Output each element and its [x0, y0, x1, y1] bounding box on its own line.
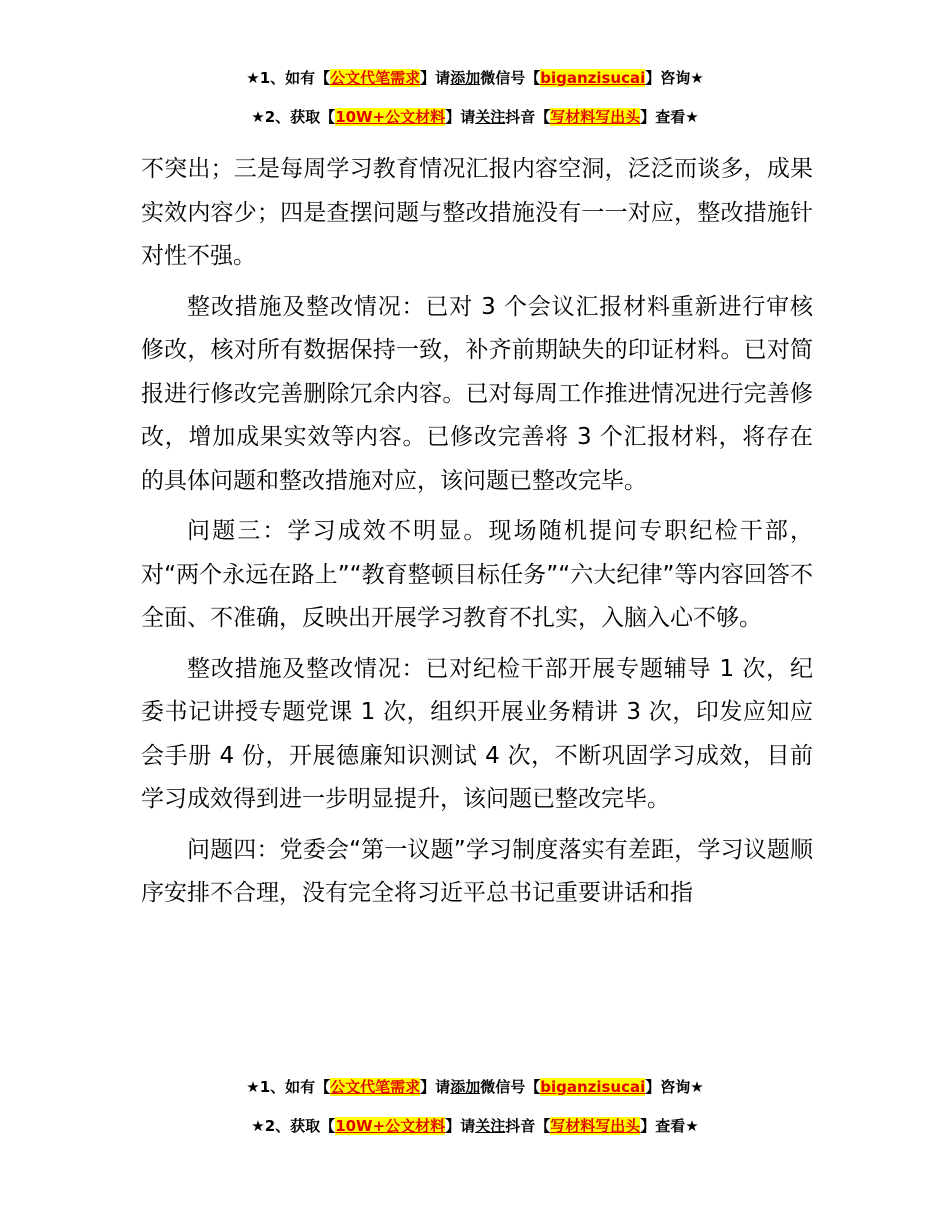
footer-banner-line-1: ★1、如有【公文代笔需求】请添加微信号【biganzisucai】咨询★: [246, 1078, 704, 1096]
header-banner-line-2: ★2、获取【10W+公文材料】请关注抖音【写材料写出头】查看★: [251, 108, 699, 126]
highlight-service: 公文代笔需求: [330, 1078, 421, 1096]
highlight-wechat-id: biganzisucai: [540, 1078, 646, 1096]
document-body: [141, 148, 813, 916]
highlight-materials: 10W+公文材料: [335, 108, 446, 126]
paragraph-problem-4: 问题四：党委会“第一议题”学习制度落实有差距，学习议题顺序安排不合理，没有完全将习近平总书记重要讲话和指: [141, 836, 813, 906]
highlight-service: 公文代笔需求: [330, 69, 421, 87]
footer-banner-line-2: ★2、获取【10W+公文材料】请关注抖音【写材料写出头】查看★: [251, 1117, 699, 1135]
highlight-douyin-account: 写材料写出头: [550, 1117, 641, 1135]
paragraph-rectification-2: 整改措施及整改情况：已对 3 个会议汇报材料重新进行审核修改，核对所有数据保持一致，补齐前期缺失的印证材料。已对简报进行修改完善删除冗余内容。已对每周工作推进情况进行完善修改，增加成果实效等内容。已修改完善将 3 个汇报材料，将存在的具体问题和整改措施对应，该问题已整改完毕。: [141, 293, 813, 494]
highlight-materials: 10W+公文材料: [335, 1117, 446, 1135]
paragraph-continuation: 不突出；三是每周学习教育情况汇报内容空洞，泛泛而谈多，成果实效内容少；四是查摆问题与整改措施没有一一对应，整改措施针对性不强。: [141, 156, 813, 269]
highlight-douyin-account: 写材料写出头: [550, 108, 641, 126]
paragraph-rectification-3: 整改措施及整改情况：已对纪检干部开展专题辅导 1 次，纪委书记讲授专题党课 1 次，组织开展业务精讲 3 次，印发应知应会手册 4 份，开展德廉知识测试 4 次，不断巩固学习成效，目前学习成效得到进一步明显提升，该问题已整改完毕。: [141, 655, 813, 812]
highlight-wechat-id: biganzisucai: [540, 69, 646, 87]
paragraph-problem-3: 问题三：学习成效不明显。现场随机提问专职纪检干部，对“两个永远在路上”“教育整顿目标任务”“六大纪律”等内容回答不全面、不准确，反映出开展学习教育不扎实，入脑入心不够。: [141, 518, 813, 631]
header-banner-line-1: ★1、如有【公文代笔需求】请添加微信号【biganzisucai】咨询★: [246, 69, 704, 87]
